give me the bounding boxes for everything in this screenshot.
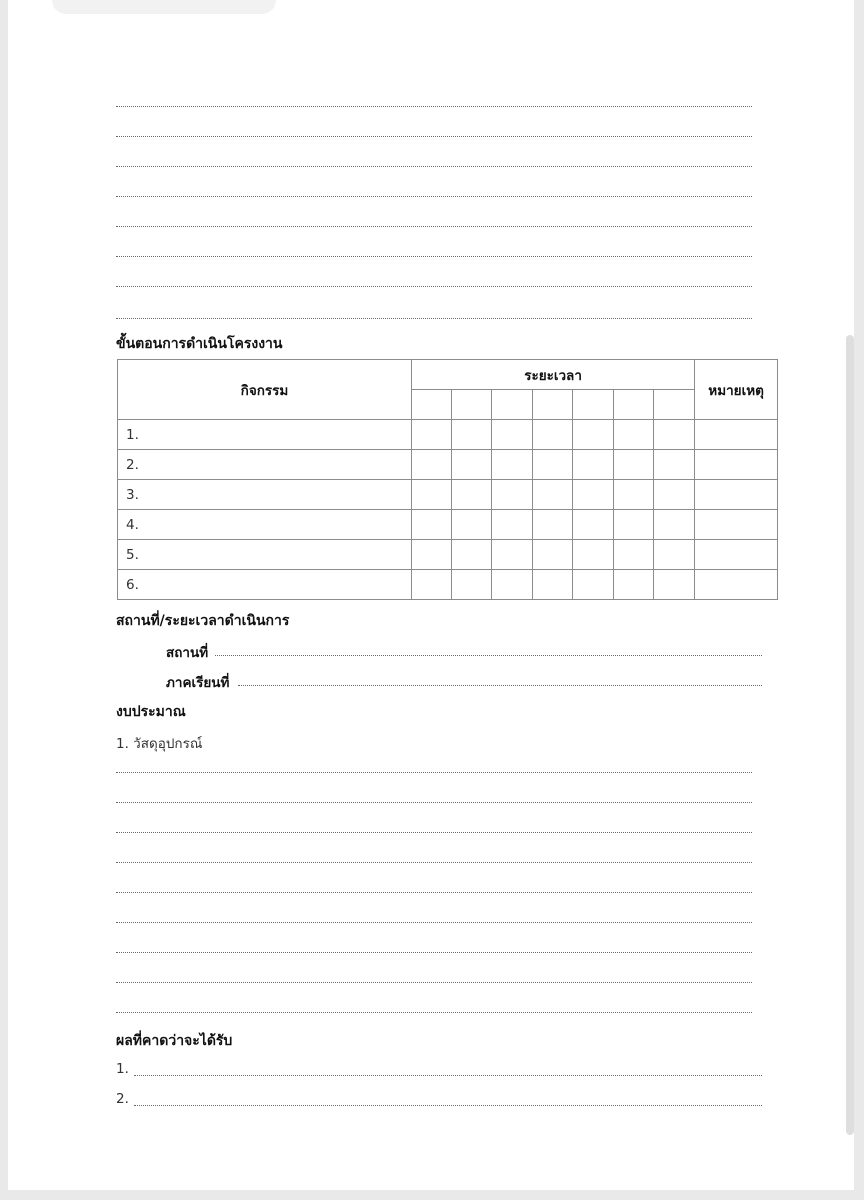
- writing-line: [116, 1012, 752, 1013]
- term-label: ภาคเรียนที่: [166, 675, 230, 691]
- writing-line: [116, 832, 752, 833]
- outcome-item-number: 2.: [116, 1091, 129, 1107]
- remark-column-header: หมายเหตุ: [695, 360, 778, 420]
- budget-item: 1. วัสดุอุปกรณ์: [116, 736, 203, 752]
- writing-line: [116, 982, 752, 983]
- period-subcell: [412, 390, 452, 420]
- table-row: [118, 450, 778, 480]
- term-fill-line: [238, 685, 762, 686]
- writing-line: [116, 286, 752, 287]
- table-row: [118, 570, 778, 600]
- period-subcell: [573, 390, 614, 420]
- activity-number: 6.: [118, 570, 412, 600]
- writing-line: [116, 106, 752, 107]
- outcome-item-number: 1.: [116, 1061, 129, 1077]
- period-subcell: [452, 390, 492, 420]
- location-heading: สถานที่/ระยะเวลาดำเนินการ: [116, 613, 290, 629]
- document-page: [8, 0, 854, 1190]
- table-row: [118, 510, 778, 540]
- writing-line: [116, 226, 752, 227]
- period-subcell: [533, 390, 573, 420]
- period-column-header: ระยะเวลา: [412, 360, 695, 390]
- table-row: [118, 480, 778, 510]
- writing-line: [116, 166, 752, 167]
- steps-table: [117, 359, 778, 600]
- place-fill-line: [215, 655, 762, 656]
- outcome-heading: ผลที่คาดว่าจะได้รับ: [116, 1033, 233, 1049]
- writing-line: [116, 862, 752, 863]
- period-subcell: [614, 390, 654, 420]
- page-tab-chip: [52, 0, 276, 14]
- activity-number: 2.: [118, 450, 412, 480]
- period-subcell: [492, 390, 533, 420]
- activity-number: 3.: [118, 480, 412, 510]
- writing-line: [116, 136, 752, 137]
- scrollbar[interactable]: [846, 335, 854, 1135]
- period-subcell: [654, 390, 695, 420]
- writing-line: [116, 196, 752, 197]
- table-row: [118, 420, 778, 450]
- writing-line: [116, 922, 752, 923]
- budget-heading: งบประมาณ: [116, 704, 186, 720]
- writing-line: [116, 256, 752, 257]
- activity-number: 5.: [118, 540, 412, 570]
- activity-number: 4.: [118, 510, 412, 540]
- table-row: [118, 540, 778, 570]
- outcome-fill-line: [134, 1075, 762, 1076]
- writing-line: [116, 952, 752, 953]
- writing-line: [116, 318, 752, 319]
- outcome-fill-line: [134, 1105, 762, 1106]
- steps-heading: ขั้นตอนการดำเนินโครงงาน: [116, 336, 283, 352]
- writing-line: [116, 802, 752, 803]
- writing-line: [116, 892, 752, 893]
- place-label: สถานที่: [166, 645, 209, 661]
- writing-line: [116, 772, 752, 773]
- activity-number: 1.: [118, 420, 412, 450]
- activity-column-header: กิจกรรม: [118, 360, 412, 420]
